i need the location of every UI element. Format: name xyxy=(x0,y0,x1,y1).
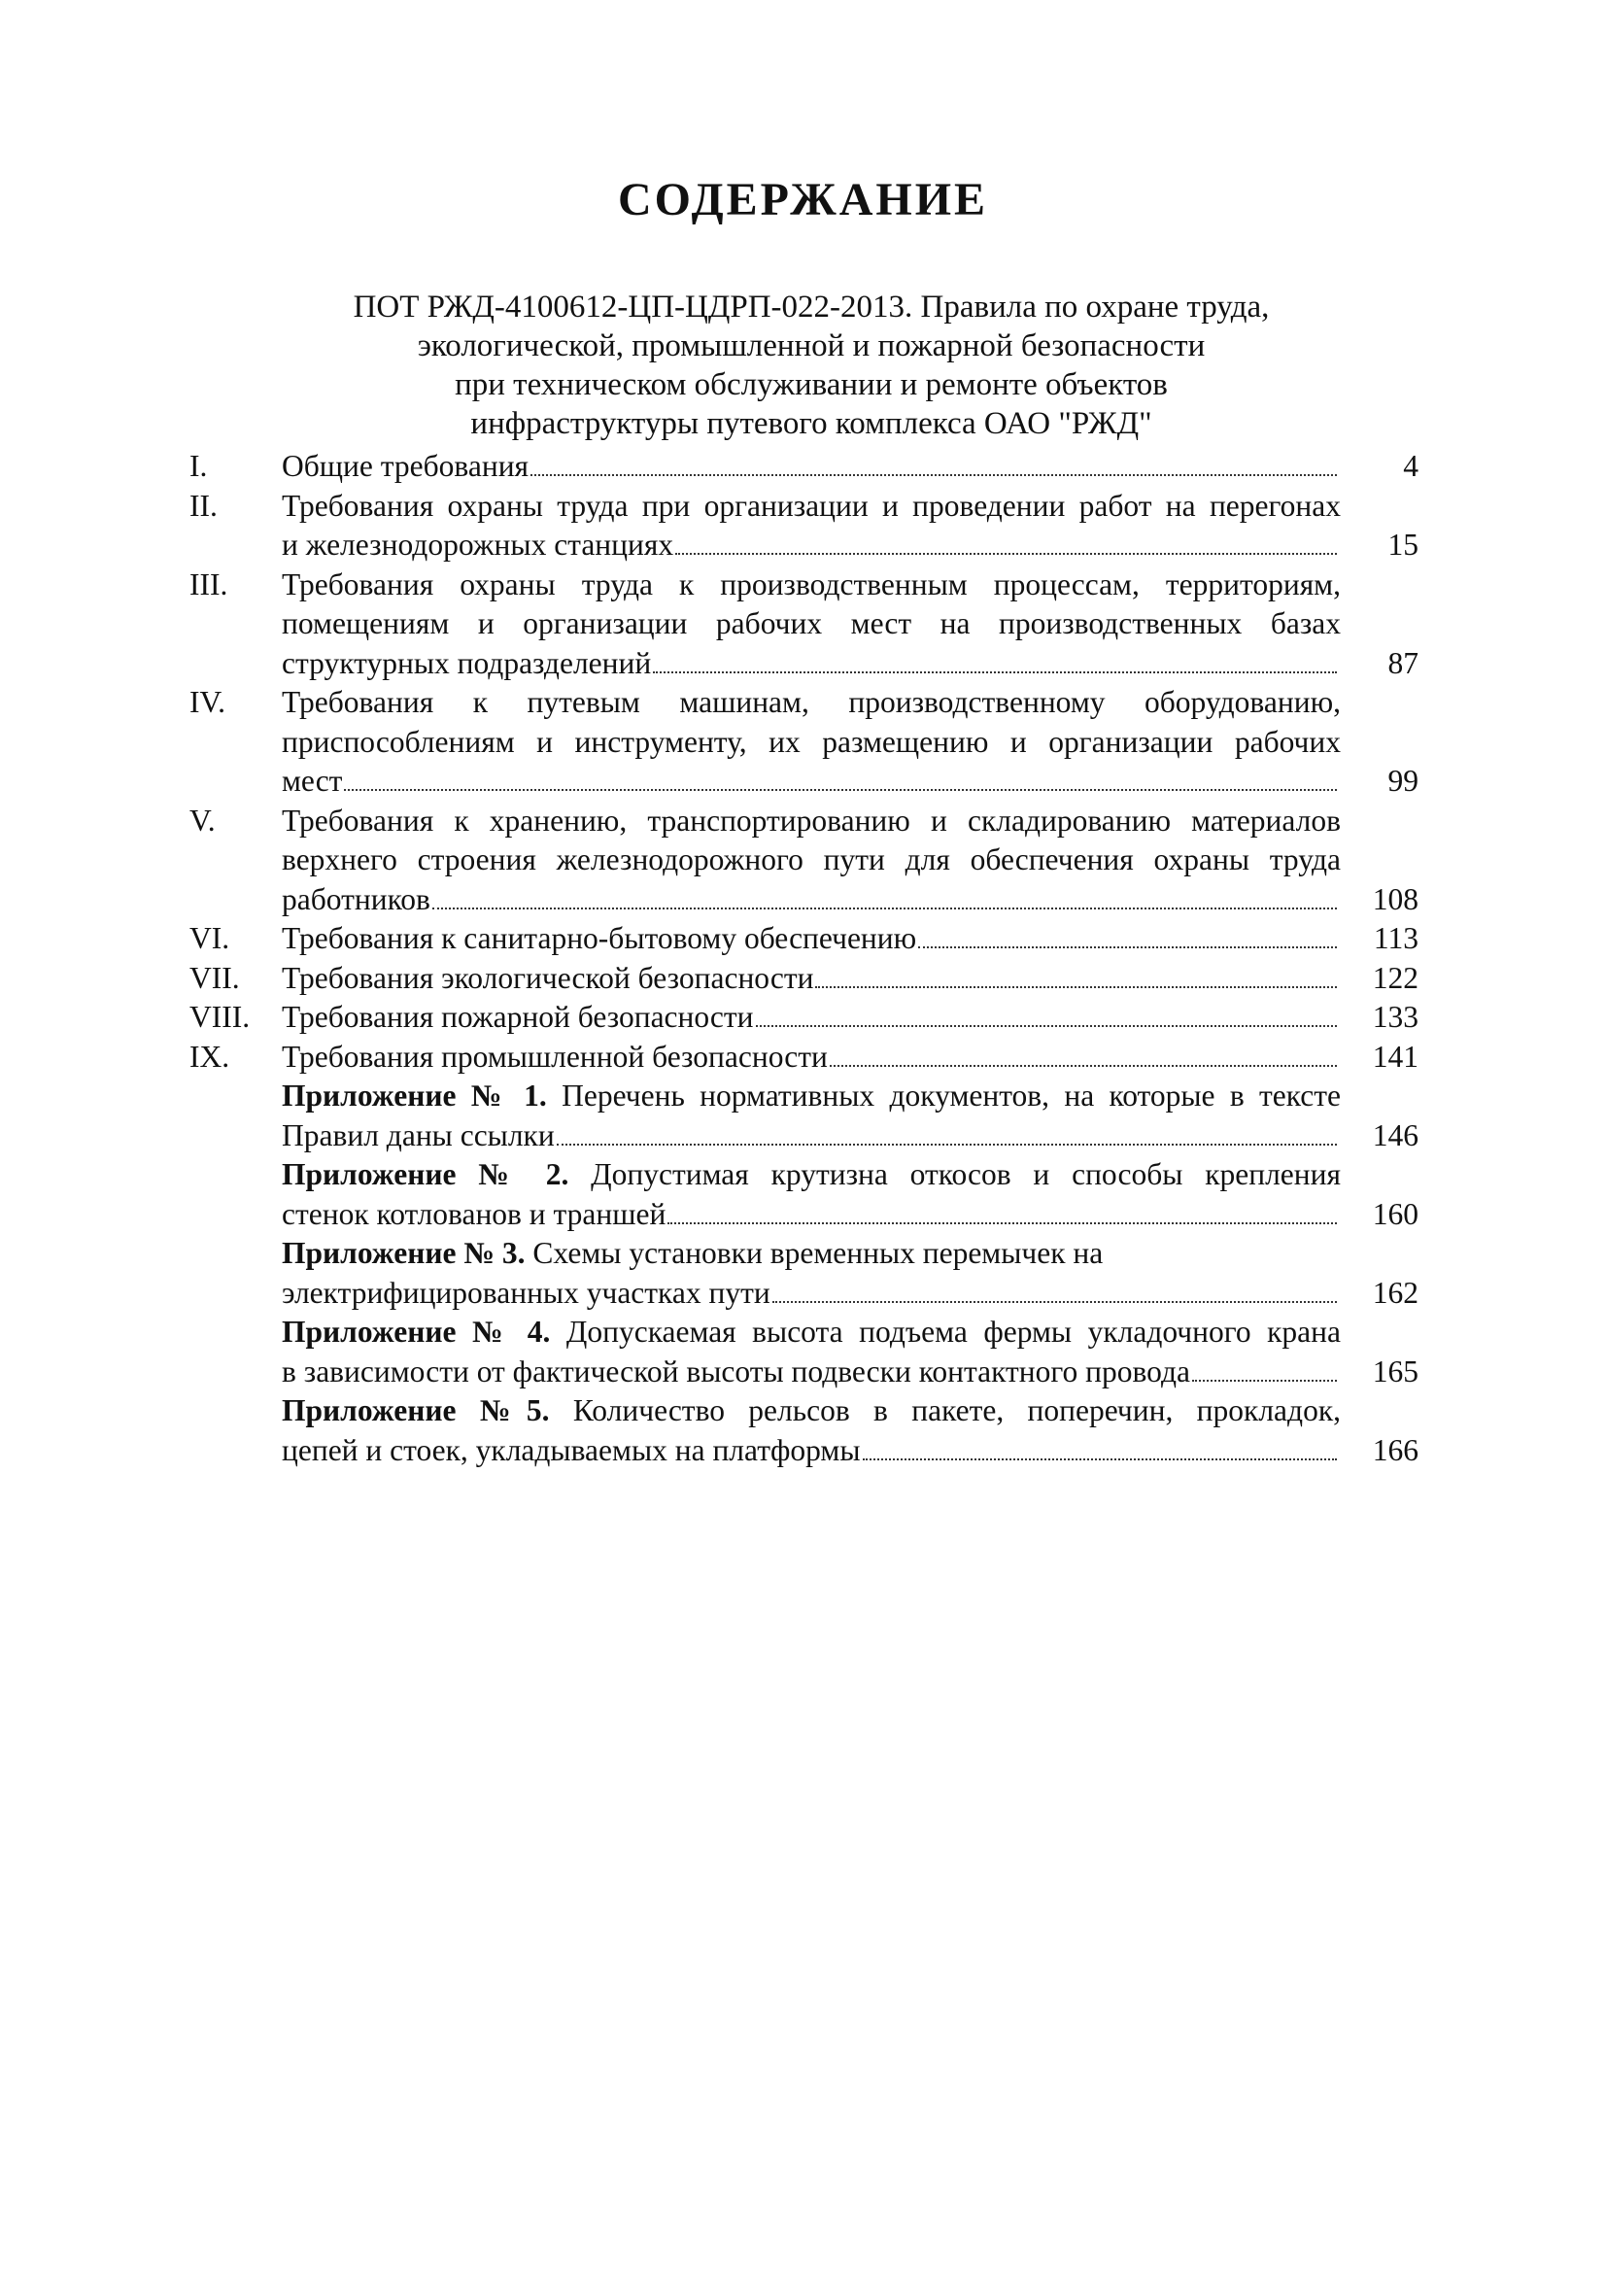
toc-entry-3[interactable] xyxy=(189,565,1418,684)
toc-page-number: 15 xyxy=(1387,528,1418,562)
toc-entry-text xyxy=(282,998,1341,1038)
toc-entry-line: Требования охраны труда при организации и проведении работ на перегонах xyxy=(282,488,1341,523)
table-of-contents xyxy=(189,447,1418,1470)
dot-leader xyxy=(918,946,1337,948)
toc-entry-number: I. xyxy=(189,449,208,483)
toc-entry-number: II. xyxy=(189,488,218,523)
toc-page-number: 146 xyxy=(1372,1117,1418,1152)
dot-leader xyxy=(344,789,1337,791)
toc-entry-text xyxy=(282,1234,1341,1313)
page-title: СОДЕРЖАНИЕ xyxy=(617,174,989,225)
toc-entry-number: VIII. xyxy=(189,1000,251,1034)
toc-page-number: 160 xyxy=(1372,1196,1418,1231)
appendix-label: Приложение № 3. xyxy=(282,1236,526,1270)
toc-entry-text xyxy=(282,919,1341,959)
toc-entry-title: электрифицированных участках пути xyxy=(282,1275,770,1310)
document-title-line: при техническом обслуживании и ремонте объектов xyxy=(455,367,1168,402)
toc-page-number: 99 xyxy=(1387,764,1418,798)
dot-leader xyxy=(772,1301,1337,1303)
toc-entry-title: и железнодорожных станциях xyxy=(282,528,674,562)
dot-leader xyxy=(815,986,1337,988)
toc-page-number: 4 xyxy=(1403,449,1418,483)
toc-appendix-4[interactable] xyxy=(189,1313,1418,1391)
toc-entry-6[interactable] xyxy=(189,919,1418,959)
toc-page-number: 133 xyxy=(1372,1000,1418,1034)
toc-entry-number: VI. xyxy=(189,921,230,955)
toc-appendix-3[interactable] xyxy=(189,1234,1418,1313)
toc-appendix-1[interactable] xyxy=(189,1077,1418,1155)
toc-entry-number: VII. xyxy=(189,960,240,995)
toc-entry-title: Требования промышленной безопасности xyxy=(282,1039,828,1074)
toc-entry-title: Требования экологической безопасности xyxy=(282,960,814,995)
toc-entry-title: в зависимости от фактической высоты подвески контактного провода xyxy=(282,1354,1191,1388)
toc-entry-number: V. xyxy=(189,803,216,838)
appendix-label: Приложение №5. xyxy=(282,1393,550,1427)
toc-page-number: 166 xyxy=(1372,1432,1418,1467)
toc-entry-1[interactable] xyxy=(189,447,1418,487)
toc-entry-text xyxy=(282,1155,1341,1234)
toc-entry-7[interactable] xyxy=(189,959,1418,999)
toc-entry-text xyxy=(282,1038,1341,1078)
dot-leader xyxy=(667,1222,1337,1224)
appendix-title: Схемы установки временных перемычек на xyxy=(525,1236,1104,1270)
toc-entry-text xyxy=(282,683,1341,802)
toc-entry-line xyxy=(282,1077,1341,1116)
toc-entry-text xyxy=(282,1391,1341,1470)
toc-entry-text xyxy=(282,487,1341,565)
toc-entry-number: IX. xyxy=(189,1039,230,1074)
toc-entry-title: Требования пожарной безопасности xyxy=(282,1000,754,1034)
toc-entry-title: мест xyxy=(282,764,343,798)
toc-entry-title: цепей и стоек, укладываемых на платформы xyxy=(282,1432,861,1467)
toc-entry-9[interactable] xyxy=(189,1038,1418,1078)
dot-leader xyxy=(830,1065,1337,1067)
toc-page-number: 108 xyxy=(1372,881,1418,916)
toc-entry-line: Требования охраны труда к производственным процессам, территориям, xyxy=(282,566,1341,601)
toc-entry-text xyxy=(282,1313,1341,1391)
dot-leader xyxy=(530,474,1337,476)
toc-entry-line: верхнего строения железнодорожного пути для обеспечения охраны труда xyxy=(282,842,1341,876)
toc-appendix-5[interactable] xyxy=(189,1391,1418,1470)
toc-page-number: 87 xyxy=(1387,645,1418,680)
appendix-title: Допускаемая высота подъема фермы укладочного крана xyxy=(550,1315,1341,1349)
appendix-title: Допустимая крутизна откосов и способы крепления xyxy=(568,1157,1341,1191)
toc-page-number: 162 xyxy=(1372,1275,1418,1310)
toc-appendix-2[interactable] xyxy=(189,1155,1418,1234)
toc-entry-line xyxy=(282,1391,1341,1431)
toc-entry-line xyxy=(282,1234,1341,1274)
dot-leader xyxy=(756,1025,1337,1027)
toc-entry-title: Требования к санитарно-бытовому обеспечению xyxy=(282,921,917,955)
appendix-label: Приложение № 1. xyxy=(282,1079,547,1113)
toc-page-number: 113 xyxy=(1373,921,1418,955)
toc-page-number: 122 xyxy=(1372,960,1418,995)
toc-entry-text xyxy=(282,802,1341,920)
document-title xyxy=(253,288,1370,443)
toc-entry-text xyxy=(282,1077,1341,1155)
toc-entry-4[interactable] xyxy=(189,683,1418,802)
appendix-label: Приложение № 4. xyxy=(282,1315,551,1349)
toc-entry-line xyxy=(282,1155,1341,1195)
toc-entry-number: III. xyxy=(189,566,228,601)
dot-leader xyxy=(675,553,1337,555)
toc-entry-title: Общие требования xyxy=(282,449,530,483)
dot-leader xyxy=(557,1144,1337,1146)
toc-entry-2[interactable] xyxy=(189,487,1418,565)
toc-entry-line: Требования к хранению, транспортированию и складированию материалов xyxy=(282,803,1341,838)
document-title-line: экологической, промышленной и пожарной безопасности xyxy=(417,328,1206,363)
appendix-label: Приложение № 2. xyxy=(282,1157,569,1191)
toc-entry-line xyxy=(282,1313,1341,1353)
toc-entry-line: Требования к путевым машинам, производственному оборудованию, xyxy=(282,685,1341,719)
toc-page-number: 141 xyxy=(1372,1039,1418,1074)
dot-leader xyxy=(432,908,1337,909)
dot-leader xyxy=(653,671,1337,673)
toc-entry-8[interactable] xyxy=(189,998,1418,1038)
appendix-title: Количество рельсов в пакете, поперечин, прокладок, xyxy=(549,1393,1341,1427)
toc-entry-text xyxy=(282,959,1341,999)
toc-entry-title: Правил даны ссылки xyxy=(282,1117,555,1152)
toc-entry-number: IV. xyxy=(189,685,226,719)
toc-entry-line: помещениям и организации рабочих мест на производственных базах xyxy=(282,606,1341,640)
toc-entry-text xyxy=(282,447,1341,487)
toc-entry-title: стенок котлованов и траншей xyxy=(282,1196,666,1231)
toc-entry-line: приспособлениям и инструменту, их размещению и организации рабочих xyxy=(282,724,1341,759)
toc-page-number: 165 xyxy=(1372,1354,1418,1388)
document-title-line: инфраструктуры путевого комплекса ОАО "РЖД" xyxy=(470,406,1152,441)
toc-entry-title: структурных подразделений xyxy=(282,645,652,680)
appendix-title: Перечень нормативных документов, на которые в тексте xyxy=(546,1079,1342,1113)
dot-leader xyxy=(863,1458,1338,1460)
dot-leader xyxy=(1192,1380,1337,1382)
toc-entry-5[interactable] xyxy=(189,802,1418,920)
document-title-line: ПОТ РЖД-4100612-ЦП-ЦДРП-022-2013. Правила по охране труда, xyxy=(353,290,1270,325)
toc-entry-title: работников xyxy=(282,881,430,916)
toc-entry-text xyxy=(282,565,1341,684)
